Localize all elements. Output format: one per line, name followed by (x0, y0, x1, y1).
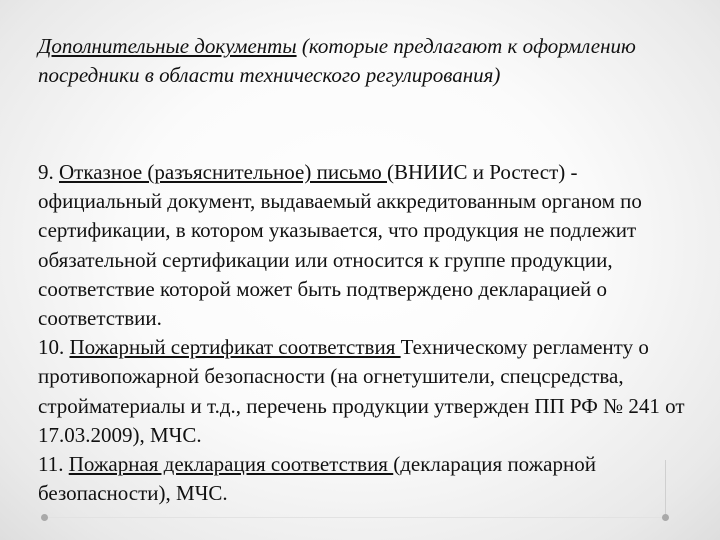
decorative-vertical-line (665, 460, 666, 514)
item-11-number: 11. (38, 452, 69, 477)
slide-heading (38, 32, 678, 90)
item-10 (38, 333, 686, 450)
decorative-dot-left (41, 514, 48, 521)
decorative-dot-right (662, 514, 669, 521)
item-11-title: Пожарная декларация соответствия (68, 452, 394, 477)
item-9 (38, 158, 686, 333)
item-10-title: Пожарный сертификат соответствия (69, 335, 401, 360)
item-10-number: 10. (38, 335, 70, 360)
heading-rest: (которые предлагают к оформлению посредники в области технического регулирования) (38, 34, 636, 87)
item-9-number: 9. (38, 160, 59, 184)
item-11-text: (декларация пожарной безопасности), МЧС. (38, 452, 596, 506)
item-9-title: Отказное (разъяснительное) письмо (59, 160, 388, 184)
item-9-text: (ВНИИС и Ростест) - официальный документ, выдаваемый аккредитованным органом по сертификации, в котором указывается, что продукция не подлежит обязательной сертификации или относится к группе продукции, соответствие которой может быть подтверждено декларацией о соответствии. (38, 160, 642, 331)
item-10-text: Техническому регламенту о противопожарной безопасности (на огнетушители, спецсредства, стройматериалы и т.д., перечень продукции утвержден ПП РФ № 241 от 17.03.2009), МЧС. (38, 335, 685, 447)
slide-body (38, 158, 686, 508)
decorative-bottom-line (48, 517, 663, 518)
item-11 (38, 450, 686, 508)
heading-lead: Дополнительные документы (38, 34, 297, 58)
